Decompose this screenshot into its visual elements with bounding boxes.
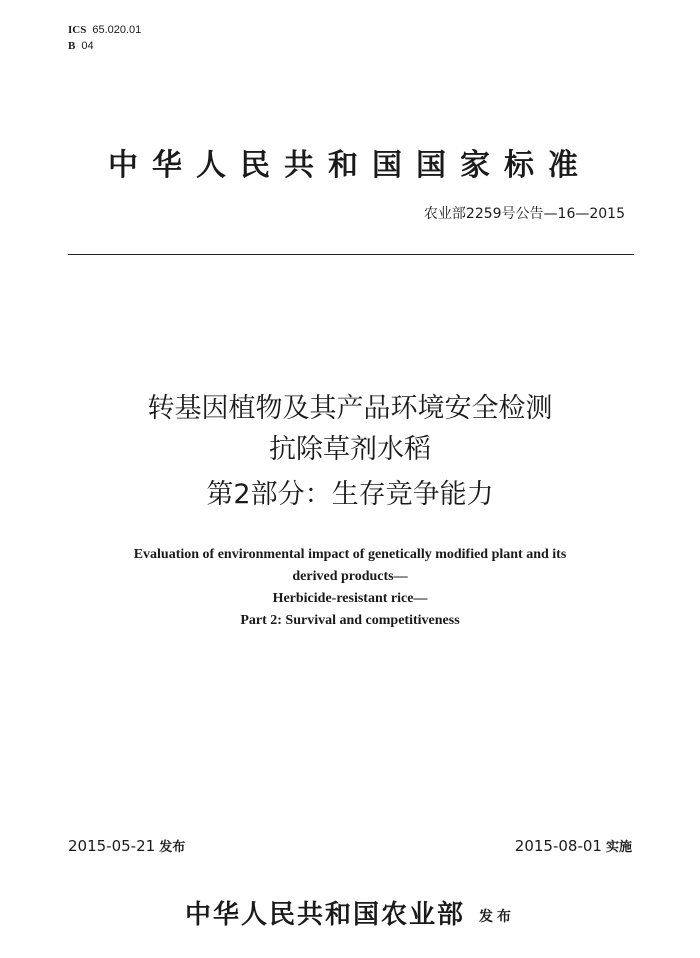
issuer [0,894,700,931]
english-title-line-2: derived products— [292,569,408,584]
header-divider [68,254,634,255]
english-title-line-4: Part 2: Survival and competitiveness [240,613,460,628]
issuer-label: 发布 [479,909,515,925]
b-code: B 04 [68,40,94,52]
ics-code: ICS 65.020.01 [68,24,142,36]
effective-label: 实施 [605,840,632,855]
english-title-line-1: Evaluation of environmental impact of genetically modified plant and its [133,547,567,562]
effective-date-value: 2015-08-01 [514,837,602,855]
chinese-title-line-2: 抗除草剂水稻 [269,434,431,465]
effective-date [515,836,632,855]
release-date [68,836,185,855]
chinese-title-line-1: 转基因植物及其产品环境安全检测 [147,393,553,424]
classification-codes [68,22,141,54]
national-standard-heading: 中华人民共和国国家标准 [108,148,592,183]
english-title-line-3: Herbicide-resistant rice— [272,591,428,606]
chinese-title-line-3: 第2部分：生存竞争能力 [206,479,494,510]
document-number: 农业部2259号公告—16—2015 [423,206,625,222]
release-date-value: 2015-05-21 [68,837,156,855]
release-label: 发布 [159,840,186,855]
english-title [80,544,620,632]
issuer-name: 中华人民共和国农业部 [184,900,465,930]
